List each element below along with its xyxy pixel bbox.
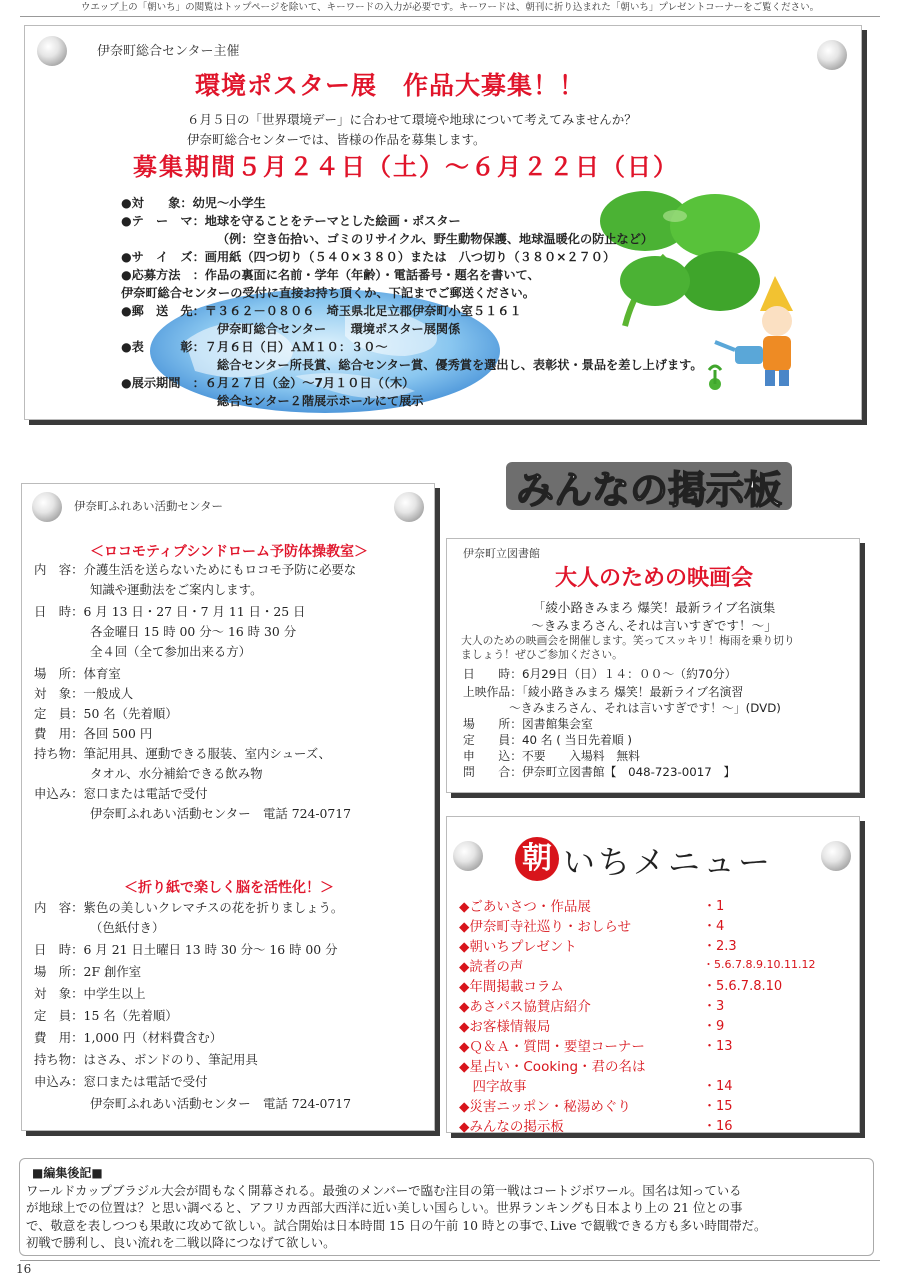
menu-item-page: ・9 (703, 1019, 725, 1034)
punch-hole-icon (32, 492, 62, 522)
editors-note-line: ワールドカップブラジル大会が間もなく開幕される。最強のメンバーで臨む注目の第一戦はコートジボワール。国名は知っている (26, 1183, 742, 1198)
menu-title-kanji-badge: 朝 (515, 837, 559, 881)
punch-hole-icon (817, 40, 847, 70)
library-film-subtitle: ～きみまろさん､それは言いすぎです！～」 (531, 618, 777, 633)
asaichi-menu (446, 816, 860, 1133)
menu-item-page: ・5.6.7.8.9.10.11.12 (703, 958, 816, 971)
menu-item[interactable]: ◆みんなの掲示板 (459, 1119, 564, 1135)
menu-item[interactable]: 四字故事 (459, 1079, 527, 1095)
event-detail: 定 員：50 名（先着順） (34, 706, 178, 721)
library-description: 大人のための映画会を開催します。笑ってスッキリ！梅雨を乗り切り (461, 634, 795, 647)
menu-item-page: ・1 (703, 899, 725, 914)
library-organizer: 伊奈町立図書館 (463, 547, 540, 560)
event-heading: ＜ロコモティブシンドローム予防体操教室＞ (90, 544, 368, 560)
punch-hole-icon (453, 841, 483, 871)
event-detail: 場 所：2F 創作室 (34, 964, 142, 979)
event-detail: 費 用：1,000 円（材料費含む） (34, 1030, 223, 1045)
event-detail: 内 容：介護生活を送らないためにもロコモ予防に必要な (34, 562, 357, 577)
library-detail-film: 上映作品：「綾小路きみまろ 爆笑！最新ライブ名演習 (463, 685, 744, 699)
event-detail: 場 所：体育室 (34, 666, 121, 681)
keijiban-title-text: みんなの掲示板 (515, 468, 783, 512)
library-detail-date: 日 時：6月29日（日）１４：００～（約70分） (463, 667, 737, 681)
library-movie-notice (446, 538, 860, 793)
library-description: ましょう！ぜひご参加ください。 (461, 648, 623, 661)
poster-detail-address: ●郵 送 先：〒３６２－０８０６ 埼玉県北足立郡伊奈町小室５１６１ (121, 304, 522, 318)
event-detail: 日 時：6 月 21 日土曜日 13 時 30 分～ 16 時 00 分 (34, 942, 338, 957)
library-detail-apply: 申 込：不要 入場料 無料 (463, 749, 640, 763)
library-film-title: 「綾小路きみまろ 爆笑！最新ライブ名演集 (532, 600, 776, 615)
menu-item[interactable]: ◆朝いちプレゼント (459, 939, 577, 955)
fureai-organizer: 伊奈町ふれあい活動センター (74, 499, 224, 513)
menu-item-page: ・16 (703, 1119, 733, 1134)
poster-detail-exhibit: ●展示期間 ：６月２７日（金）～7月１０日（（木） (121, 376, 415, 390)
library-event-title: 大人のための映画会 (554, 566, 753, 591)
menu-item[interactable]: ◆伊奈町寺社巡り・おしらせ (459, 919, 631, 935)
menu-item-page: ・3 (703, 999, 725, 1014)
event-detail: 日 時：6 月 13 日・27 日・7 月 11 日・25 日 (34, 604, 306, 619)
poster-period: 募集期間５月２４日（土）～６月２２日（日） (133, 153, 679, 181)
menu-item-page: ・13 (703, 1039, 733, 1054)
library-detail-film-cont: ～きみまろさん、それは言いすぎです！～」(DVD) (509, 701, 781, 715)
menu-item[interactable]: ◆災害ニッポン・秘湯めぐり (459, 1099, 631, 1115)
editors-note-body (26, 1182, 876, 1252)
menu-item[interactable]: ◆Ｑ＆Ａ・質問・要望コーナー (459, 1039, 645, 1055)
event-detail: 知識や運動法をご案内します。 (90, 582, 263, 597)
poster-detail-theme: ●テ ー マ：地球を守ることをテーマとした絵画・ポスター (121, 214, 461, 228)
menu-item[interactable]: ◆お客様情報局 (459, 1019, 551, 1035)
event-detail: 伊奈町ふれあい活動センター 電話 724-0717 (90, 1096, 352, 1111)
menu-item-page: ・14 (703, 1079, 733, 1094)
editors-note-heading: ■編集後記■ (32, 1166, 103, 1180)
menu-title: いちメニュー (563, 843, 774, 881)
child-watering-illustration (705, 266, 815, 396)
event-detail: 全４回（全て参加出来る方） (90, 644, 252, 659)
event-detail: 持ち物：はさみ、ボンドのり、筆記用具 (34, 1052, 258, 1067)
event-detail: 申込み：窓口または電話で受付 (34, 786, 208, 801)
top-divider (20, 16, 880, 17)
footer-divider (20, 1260, 880, 1261)
event-detail: 各金曜日 15 時 00 分～ 16 時 30 分 (90, 624, 297, 639)
fureai-center-notice (21, 483, 435, 1131)
poster-detail-exhibit-cont: 総合センター２階展示ホールにて展示 (217, 394, 424, 408)
poster-detail-target: ●対 象：幼児～小学生 (121, 196, 266, 210)
keijiban-title-logo (500, 454, 800, 518)
poster-detail-award-cont: 総合センター所長賞、総合センター賞、優秀賞を選出し、表彰状・景品を差し上げます。 (217, 358, 703, 372)
event-detail: 費 用：各回 500 円 (34, 726, 153, 741)
event-detail: （色紙付き） (90, 920, 165, 935)
editors-note-line: 初戦で勝利し、良い流れを二戦以降につなげて欲しい。 (26, 1235, 336, 1251)
event-detail: 定 員：15 名（先着順） (34, 1008, 178, 1023)
poster-detail-size: ●サ イ ズ：画用紙（四つ切り（５４０×３８０）または 八つ切り（３８０×２７０） (121, 250, 616, 264)
editors-note-line: で、敬意を表しつつも果敢に攻めて欲しい。試合開始は日本時間 15 日の午前 10 時との事で､Live で観戦できる方も多い時間帯だ。 (26, 1217, 767, 1233)
menu-item[interactable]: ◆ごあいさつ・作品展 (459, 899, 591, 915)
menu-item-page: ・15 (703, 1099, 733, 1114)
event-detail: 対 象：中学生以上 (34, 986, 146, 1001)
poster-title: 環境ポスター展 作品大募集！！ (195, 71, 586, 100)
poster-lead-line: ６月５日の「世界環境デー」に合わせて環境や地球について考えてみませんか？ (187, 112, 637, 127)
punch-hole-icon (37, 36, 67, 66)
event-detail: 内 容：紫色の美しいクレマチスの花を折りましょう。 (34, 900, 344, 915)
menu-item-page: ・2.3 (703, 939, 737, 954)
poster-detail-method: ●応募方法 ：作品の裏面に名前・学年（年齢）・電話番号・題名を書いて、 (121, 268, 540, 282)
menu-item-page: ・4 (703, 919, 725, 934)
menu-item[interactable]: ◆読者の声 (459, 959, 524, 975)
poster-organizer: 伊奈町総合センター主催 (97, 44, 240, 59)
event-detail: タオル、水分補給できる飲み物 (90, 766, 263, 781)
punch-hole-icon (821, 841, 851, 871)
library-detail-capacity: 定 員：40 名 ( 当日先着順 ) (463, 733, 632, 747)
menu-item[interactable]: ◆星占い・Cooking・君の名は (459, 1059, 646, 1075)
editors-note-line: が地球上での位置は？と思い調べると、アフリカ西部大西洋に近い美しい国らしい。世界ランキングも日本より上の 21 位との事 (26, 1200, 743, 1216)
event-detail: 対 象：一般成人 (34, 686, 134, 701)
event-detail: 申込み：窓口または電話で受付 (34, 1074, 208, 1089)
event-heading: ＜折り紙で楽しく脳を活性化！＞ (124, 880, 334, 896)
menu-item[interactable]: ◆あさパス協賛店紹介 (459, 999, 591, 1015)
poster-lead-line: 伊奈町総合センターでは、皆様の作品を募集します。 (187, 132, 486, 147)
library-detail-contact: 問 合：伊奈町立図書館【 048-723-0017 】 (463, 765, 736, 779)
top-note: ウエッブ上の「朝いち」の閲覧はトップページを除いて、キーワードの入力が必要です。キーワードは、朝刊に折り込まれた「朝いち」プレゼントコーナーをご覧ください。 (80, 2, 820, 13)
poster-contest-notice (24, 25, 862, 420)
page-number: 16 (16, 1262, 32, 1276)
event-detail: 持ち物：筆記用具、運動できる服装、室内シューズ、 (34, 746, 331, 761)
poster-detail-method-cont: 伊奈町総合センターの受付に直接お持ち頂くか、下記までご郵送ください。 (121, 286, 535, 300)
menu-item[interactable]: ◆年間掲載コラム (459, 979, 564, 995)
editors-note (19, 1158, 874, 1256)
event-detail: 伊奈町ふれあい活動センター 電話 724-0717 (90, 806, 352, 821)
library-detail-place: 場 所：図書館集会室 (463, 717, 593, 731)
menu-item-page: ・5.6.7.8.10 (703, 979, 783, 994)
poster-detail-address-cont: 伊奈町総合センター 環境ポスター展関係 (217, 322, 461, 336)
punch-hole-icon (394, 492, 424, 522)
poster-detail-award: ●表 彰：７月６日（日）ＡＭ１０：３０～ (121, 340, 388, 354)
poster-detail-theme-example: （例：空き缶拾い、ゴミのリサイクル、野生動物保護、地球温暖化の防止など） (217, 232, 654, 246)
